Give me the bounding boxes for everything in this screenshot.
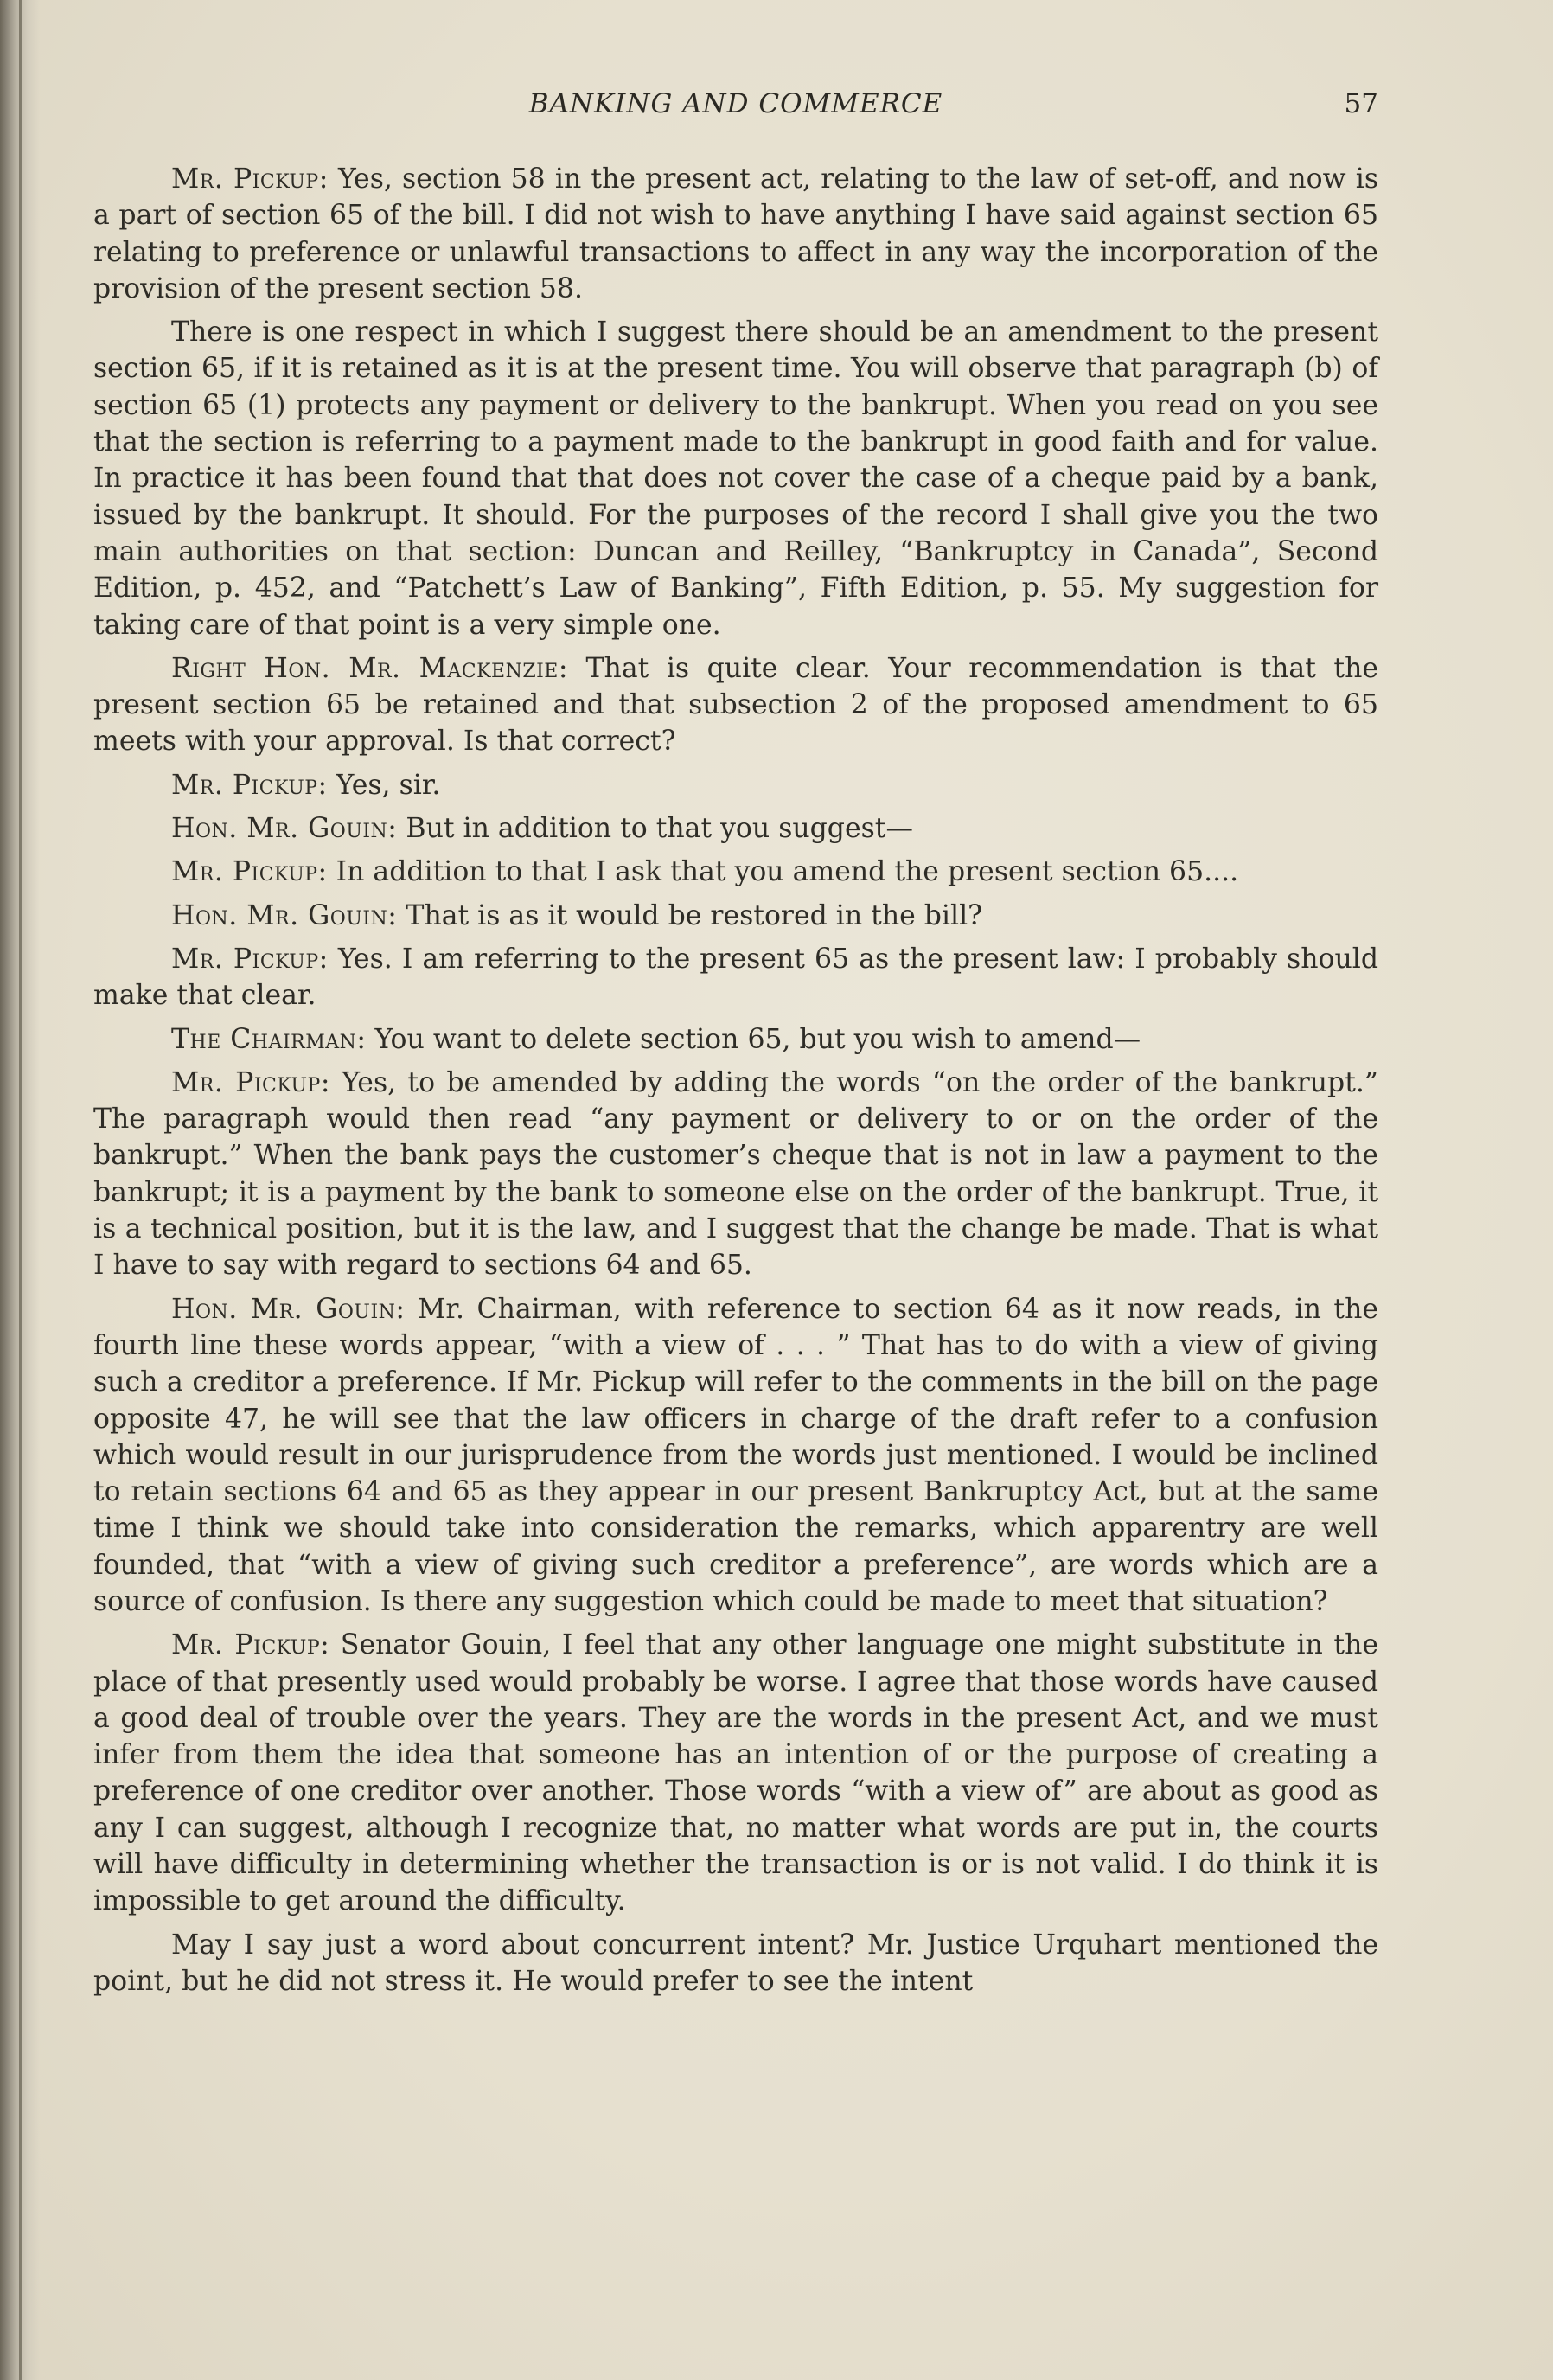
paragraph-text: Yes, to be amended by adding the words “on the order of the bankrupt.” The paragraph would then read “any payment or delivery to or on the order of the bankrupt.” When the bank pays the customer’s cheque that is not in law a payment to the bankrupt; it is a payment by the bank to someone else on the order of the bankrupt. True, it is a technical position, but it is the law, and I suggest that the change be made. That is what I have to say with regard to sections 64 and 65. [93,1066,1378,1282]
paragraph-text: There is one respect in which I suggest there should be an amendment to the present section 65, if it is retained as it is at the present time. You will observe that paragraph (b) of section 65 (1) protects any payment or delivery to the bankrupt. When you read on you see that the section is referring to a payment made to the bankrupt in good faith and for value. In practice it has been found that that does not cover the case of a cheque paid by a bank, issued by the bankrupt. It should. For the purposes of the record I shall give you the two main authorities on that section: Duncan and Reilley, “Bankruptcy in Canada”, Second Edition, p. 452, and “Patchett’s Law of Banking”, Fifth Edition, p. 55. My suggestion for taking care of that point is a very simple one. [93,317,1378,641]
speaker-name: Mr. Pickup: [171,769,328,801]
paragraph [93,1065,1378,1284]
speaker-name: Mr. Pickup: [171,163,329,195]
paragraph-text: Yes. I am referring to the present 65 as the present law: I probably should make that clear. [93,943,1378,1012]
paragraph-text: You want to delete section 65, but you wish to amend— [366,1023,1141,1055]
paragraph [93,810,1378,847]
paragraph-text: Senator Gouin, I feel that any other language one might substitute in the place of that presently used would probably be worse. I agree that those words have caused a good deal of trouble over the years. They are the words in the present Act, and we must infer from them the idea that someone has an intention of or the purpose of creating a preference of one creditor over another. Those words “with a view of” are about as good as any I can suggest, although I recognize that, no matter what words are put in, the courts will have difficulty in determining whether the transaction is or is not valid. I do think it is impossible to get around the difficulty. [93,1629,1378,1917]
paragraph [93,854,1378,890]
paragraph-text: Mr. Chairman, with reference to section 64 as it now reads, in the fourth line these words appear, “with a view of . . . ” That has to do with a view of giving such a creditor a preference. If Mr. Pickup will refer to the comments in the bill on the page opposite 47, he will see that the law officers in charge of the draft refer to a confusion which would result in our jurisprudence from the words just mentioned. I would be inclined to retain sections 64 and 65 as they appear in our present Bankruptcy Act, but at the same time I think we should take into consideration the remarks, which apparentry are well founded, that “with a view of giving such creditor a preference”, are words which are a source of confusion. Is there any suggestion which could be made to meet that situation? [93,1293,1379,1617]
paragraph-text: Yes, sir. [327,769,441,801]
paragraph [93,1627,1378,1919]
paragraph [93,161,1378,307]
paragraph [93,1021,1378,1058]
body-text [93,161,1378,2006]
speaker-name: Mr. Pickup: [171,856,328,888]
paragraph [93,941,1378,1014]
paragraph [93,767,1378,803]
speaker-name: Right Hon. Mr. Mackenzie: [171,652,568,684]
speaker-name: Mr. Pickup: [171,943,329,975]
page-header [93,88,1378,135]
paragraph-text: Yes, section 58 in the present act, relating to the law of set-off, and now is a part of section 65 of the bill. I did not wish to have anything I have said against section 65 relating to preference or unlawful transactions to affect in any way the incorporation of the provision of the present section 58. [93,163,1378,304]
speaker-name: The Chairman: [171,1023,367,1055]
speaker-name: Mr. Pickup: [171,1066,330,1098]
paragraph [93,314,1378,643]
binding-edge [19,0,22,2380]
speaker-name: Hon. Mr. Gouin: [171,813,398,845]
paragraph [93,1927,1378,2000]
speaker-name: Mr. Pickup: [171,1629,330,1661]
running-head: BANKING AND COMMERCE [528,88,943,119]
speaker-name: Hon. Mr. Gouin: [171,1293,406,1325]
page-number: 57 [1344,88,1378,119]
paragraph-text: But in addition to that you suggest— [397,813,913,845]
paragraph [93,1291,1378,1621]
paragraph [93,898,1378,934]
paragraph-text: That is quite clear. Your recommendation is that the present section 65 be retained and that subsection 2 of the proposed amendment to 65 meets with your approval. Is that correct? [93,652,1378,758]
paragraph [93,650,1378,760]
paragraph-text: That is as it would be restored in the bill? [397,899,983,931]
paragraph-text: In addition to that I ask that you amend the present section 65.... [327,856,1239,888]
speaker-name: Hon. Mr. Gouin: [171,899,398,931]
paragraph-text: May I say just a word about concurrent intent? Mr. Justice Urquhart mentioned the point, but he did not stress it. He would prefer to see the intent [93,1929,1378,1997]
